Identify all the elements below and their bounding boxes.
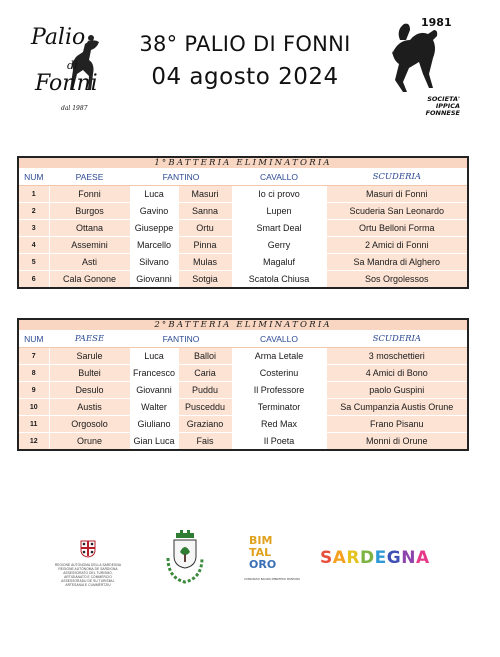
table-row xyxy=(18,220,468,237)
col-header-num: NUM xyxy=(18,331,49,348)
row-scuderia: Sos Orgolessos xyxy=(326,271,468,289)
row-num: 6 xyxy=(18,271,49,289)
sardegna-letter: A xyxy=(332,548,347,568)
row-paese: Cala Gonone xyxy=(49,271,130,289)
row-fantino-cognome: Mulas xyxy=(178,254,232,271)
row-fantino-nome: Giovanni xyxy=(130,382,178,399)
row-paese: Orune xyxy=(49,433,130,451)
table-row xyxy=(18,254,468,271)
row-fantino-nome: Giovanni xyxy=(130,271,178,289)
row-scuderia: Ortu Belloni Forma xyxy=(326,220,468,237)
row-fantino-cognome: Fais xyxy=(178,433,232,451)
row-scuderia: Masuri di Fonni xyxy=(326,186,468,203)
row-cavallo: Terminator xyxy=(232,399,326,416)
row-paese: Sarule xyxy=(49,348,130,365)
heat-1-caption: 1°BATTERIA ELIMINATORIA xyxy=(18,157,468,169)
sardinia-coat-of-arms-icon xyxy=(80,540,96,558)
row-paese: Asti xyxy=(49,254,130,271)
row-cavallo: Il Poeta xyxy=(232,433,326,451)
heat-1-header-row xyxy=(18,169,468,186)
row-cavallo: Magaluf xyxy=(232,254,326,271)
row-fantino-nome: Francesco xyxy=(130,365,178,382)
row-paese: Orgosolo xyxy=(49,416,130,433)
comune-di-fonni-crest xyxy=(162,528,208,584)
table-row xyxy=(18,237,468,254)
col-header-scuderia: SCUDERIA xyxy=(326,331,468,348)
row-fantino-cognome: Sotgia xyxy=(178,271,232,289)
row-num: 3 xyxy=(18,220,49,237)
row-fantino-nome: Marcello xyxy=(130,237,178,254)
regione-sardegna-logo xyxy=(53,540,123,587)
col-header-paese: PAESE xyxy=(49,331,130,348)
row-num: 10 xyxy=(18,399,49,416)
col-header-num: NUM xyxy=(18,169,49,186)
row-fantino-cognome: Pinna xyxy=(178,237,232,254)
row-num: 4 xyxy=(18,237,49,254)
row-num: 5 xyxy=(18,254,49,271)
ras-line-2: REGIONE AUTÒNOMA DE SARDIGNA xyxy=(58,567,118,571)
row-scuderia: Sa Mandra di Alghero xyxy=(326,254,468,271)
sardegna-letter: R xyxy=(346,548,361,568)
row-fantino-cognome: Caria xyxy=(178,365,232,382)
row-paese: Desulo xyxy=(49,382,130,399)
ras-line-3: ASSESSORATO DEL TURISMO, ARTIGIANATO E COMMERCIO xyxy=(63,571,113,579)
logo-society-line-3: FONNESE xyxy=(425,109,460,117)
col-header-fantino: FANTINO xyxy=(130,331,232,348)
row-fantino-nome: Giuliano xyxy=(130,416,178,433)
row-fantino-nome: Giuseppe xyxy=(130,220,178,237)
row-fantino-cognome: Graziano xyxy=(178,416,232,433)
row-fantino-cognome: Sanna xyxy=(178,203,232,220)
row-num: 8 xyxy=(18,365,49,382)
sardegna-letter: D xyxy=(360,548,375,568)
col-header-cavallo: CAVALLO xyxy=(232,331,326,348)
table-row xyxy=(18,416,468,433)
palio-di-fonni-logo xyxy=(27,14,115,114)
row-num: 7 xyxy=(18,348,49,365)
row-cavallo: Gerry xyxy=(232,237,326,254)
row-cavallo: Scatola Chiusa xyxy=(232,271,326,289)
row-num: 12 xyxy=(18,433,49,451)
bim-line-1: BIM xyxy=(249,534,273,547)
table-row xyxy=(18,382,468,399)
ras-line-1: REGIONE AUTONOMA DELLA SARDEGNA xyxy=(54,563,122,567)
table-row xyxy=(18,186,468,203)
row-scuderia: Frano Pisanu xyxy=(326,416,468,433)
heat-2-caption: 2°BATTERIA ELIMINATORIA xyxy=(18,319,468,331)
row-fantino-cognome: Balloi xyxy=(178,348,232,365)
row-cavallo: Costerinu xyxy=(232,365,326,382)
row-paese: Assemini xyxy=(49,237,130,254)
row-scuderia: 3 moschettieri xyxy=(326,348,468,365)
row-cavallo: Io ci provo xyxy=(232,186,326,203)
logo-word-palio: Palio xyxy=(31,25,86,50)
logo-word-di: di xyxy=(67,59,78,72)
row-paese: Burgos xyxy=(49,203,130,220)
ras-line-4: ASSESSORADU DE SU TURISMU, ARTESANIA E CUMMÈRTZIU xyxy=(61,579,115,587)
row-num: 11 xyxy=(18,416,49,433)
table-row xyxy=(18,348,468,365)
table-row xyxy=(18,433,468,451)
sardegna-letter: G xyxy=(386,548,402,568)
row-fantino-cognome: Ortu xyxy=(178,220,232,237)
table-row xyxy=(18,365,468,382)
row-fantino-cognome: Puddu xyxy=(178,382,232,399)
logo-society-line-1: SOCIETA' xyxy=(427,95,460,103)
bim-taloro-logo xyxy=(244,532,301,584)
row-fantino-cognome: Pusceddu xyxy=(178,399,232,416)
row-scuderia: Monni di Orune xyxy=(326,433,468,451)
page-title: 38° PALIO DI FONNI xyxy=(139,32,351,56)
row-scuderia: Sa Cumpanzia Austis Orune xyxy=(326,399,468,416)
row-cavallo: Smart Deal xyxy=(232,220,326,237)
sardegna-letter: E xyxy=(374,548,387,568)
heat-2-header-row xyxy=(18,331,468,348)
sardegna-letter: S xyxy=(320,548,333,568)
row-num: 9 xyxy=(18,382,49,399)
col-header-paese: PAESE xyxy=(49,169,130,186)
col-header-scuderia: SCUDERIA xyxy=(326,169,468,186)
sardegna-brand-logo xyxy=(320,548,430,568)
row-fantino-nome: Walter xyxy=(130,399,178,416)
bim-caption: CONSORZIO BACINO IMBRIFERO MONTANO xyxy=(244,578,301,581)
heat-2-table xyxy=(17,318,469,451)
row-paese: Fonni xyxy=(49,186,130,203)
row-fantino-nome: Gian Luca xyxy=(130,433,178,451)
row-scuderia: 2 Amici di Fonni xyxy=(326,237,468,254)
row-paese: Bultei xyxy=(49,365,130,382)
sponsor-footer xyxy=(0,528,500,588)
logo-society-line-2: IPPICA xyxy=(435,102,460,110)
row-fantino-nome: Luca xyxy=(130,348,178,365)
row-cavallo: Il Professore xyxy=(232,382,326,399)
bim-line-3: ORO xyxy=(249,558,277,571)
col-header-fantino: FANTINO xyxy=(130,169,232,186)
row-fantino-nome: Gavino xyxy=(130,203,178,220)
col-header-cavallo: CAVALLO xyxy=(232,169,326,186)
row-paese: Austis xyxy=(49,399,130,416)
sardegna-letter: A xyxy=(415,548,430,568)
row-num: 1 xyxy=(18,186,49,203)
row-scuderia: 4 Amici di Bono xyxy=(326,365,468,382)
row-cavallo: Arma Letale xyxy=(232,348,326,365)
heat-1-table xyxy=(17,156,469,289)
row-fantino-cognome: Masuri xyxy=(178,186,232,203)
row-fantino-nome: Silvano xyxy=(130,254,178,271)
table-row xyxy=(18,399,468,416)
bim-line-2: TAL xyxy=(249,546,272,559)
logo-since: dal 1987 xyxy=(61,105,88,112)
row-cavallo: Red Max xyxy=(232,416,326,433)
sardegna-letter: N xyxy=(401,548,416,568)
row-paese: Ottana xyxy=(49,220,130,237)
table-row xyxy=(18,271,468,289)
logo-word-fonni: Fonni xyxy=(35,71,98,96)
row-scuderia: Scuderia San Leonardo xyxy=(326,203,468,220)
row-scuderia: paolo Guspini xyxy=(326,382,468,399)
event-date: 04 agosto 2024 xyxy=(151,64,339,90)
row-num: 2 xyxy=(18,203,49,220)
table-row xyxy=(18,203,468,220)
row-cavallo: Lupen xyxy=(232,203,326,220)
logo-year: 1981 xyxy=(421,16,452,29)
row-fantino-nome: Luca xyxy=(130,186,178,203)
